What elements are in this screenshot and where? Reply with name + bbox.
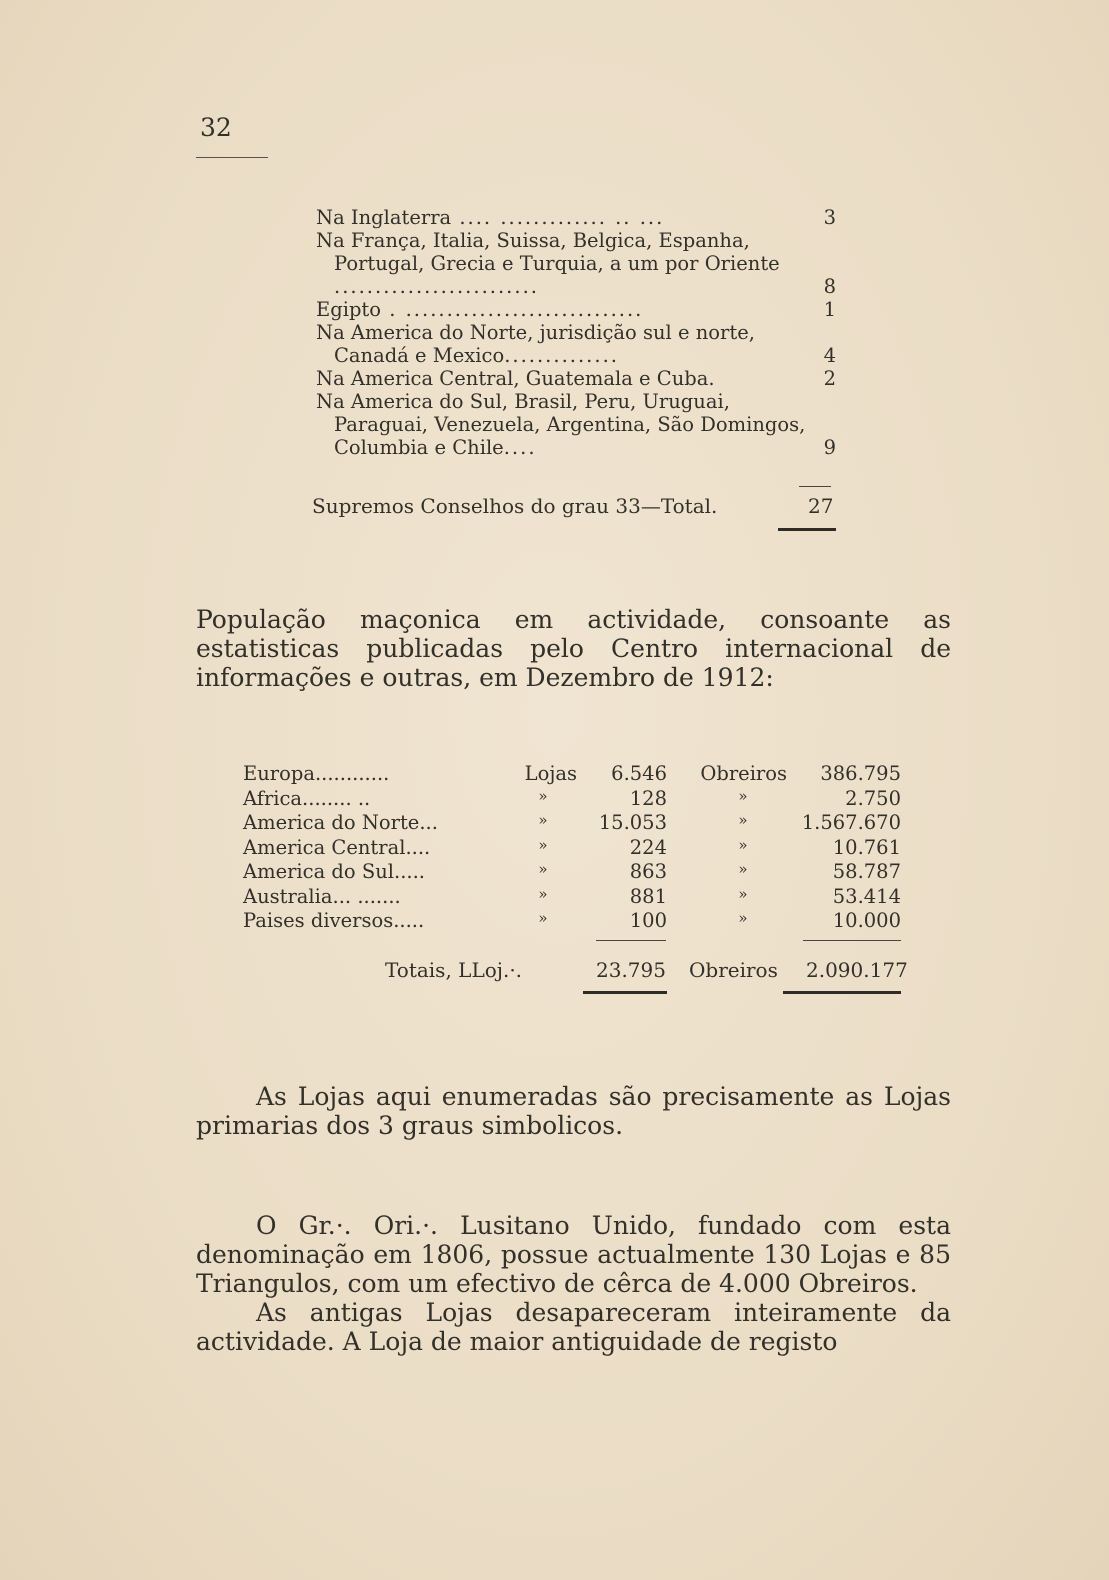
page-number-rule bbox=[196, 157, 268, 158]
lojas-sum-rule bbox=[596, 940, 666, 941]
table-total-obreiros: 2.090.177 bbox=[806, 958, 908, 982]
obreiros-total-rule bbox=[783, 991, 901, 994]
total-double-rule bbox=[778, 528, 836, 531]
list-item: Na America do Sul, Brasil, Peru, Uruguai, Paraguai, Venezuela, Argentina, São Domingos, Columbia e Chile.... 9 bbox=[316, 390, 836, 459]
page-number: 32 bbox=[200, 113, 232, 142]
lojas-total-rule bbox=[583, 991, 667, 994]
table-total-lojas: 23.795 bbox=[596, 958, 666, 982]
sum-rule bbox=[799, 486, 831, 487]
councils-total-value: 27 bbox=[808, 494, 834, 518]
obreiros-sum-rule bbox=[803, 940, 901, 941]
supreme-councils-list bbox=[316, 206, 844, 459]
paragraph-intro: População maçonica em actividade, consoante as estatisticas publicadas pelo Centro internacional de informações e outras, em Dezembro de 1912: bbox=[196, 605, 951, 692]
list-item: Egipto . ............................. 1 bbox=[316, 298, 836, 321]
book-page: 32 Na Inglaterra .... ............. .. ... 3 Na França, Italia, Suissa, Belgica, Espanha, Portugal, Grecia e Turquia, a um por Oriente ......................... 8 Egipto . ............................. 1 Na America do Norte, jurisdição sul e norte, Canadá e Mexico.............. 4 Na America Central, Guatemala e Cuba. 2 Na America do Sul, Brasil, Peru, Uruguai, Paraguai, Venezuela, Argentina, São Domingos, Columbia e Chile.... 9 Supremos Conselhos do grau 33—Total. 27 População maçonica em actividade, consoante as estatisticas publicadas pelo Centro internacional de informações e outras, em Dezembro de 1912: Europa............ Lojas 6.546 Obreiros 386.795 Africa........ .. » 128 » 2.750 America do Norte... » 15.053 » 1.567.670 America Central.... » 224 » 10.761 America do Sul..... » 863 » 58.787 Australia... ....... » 881 » 53.414 Paises diversos..... » 100 » 10.000 Totais, LLoj.·. 23.795 Obreiros 2.090.177 As Lojas aqui enumeradas são precisamente as Lojas primarias dos 3 graus simbolicos. O Gr.·. Ori.·. Lusitano Unido, fundado com esta denominação em 1806, possue actualmente 130 Lojas e 85 Triangulos, com um efectivo de cêrca de 4.000 Obreiros. As antigas Lojas desapareceram inteiramente da actividade. A Loja de maior antiguidade de registo bbox=[0, 0, 1109, 1580]
list-item: Na America do Norte, jurisdição sul e norte, Canadá e Mexico.............. 4 bbox=[316, 321, 836, 367]
councils-total-label: Supremos Conselhos do grau 33—Total. bbox=[312, 494, 718, 518]
list-item: Na America Central, Guatemala e Cuba. 2 bbox=[316, 367, 836, 390]
paragraph-lusitano: O Gr.·. Ori.·. Lusitano Unido, fundado com esta denominação em 1806, possue actualmente 130 Lojas e 85 Triangulos, com um efectivo de cêrca de 4.000 Obreiros. As antigas Lojas desapareceram inteiramente da actividade. A Loja de maior antiguidade de registo bbox=[196, 1211, 951, 1356]
table-total-label: Totais, LLoj.·. bbox=[385, 958, 523, 982]
list-item: Na Inglaterra .... ............. .. ... 3 bbox=[316, 206, 836, 229]
table-total-obreiros-label: Obreiros bbox=[689, 958, 778, 982]
list-item: Na França, Italia, Suissa, Belgica, Espanha, Portugal, Grecia e Turquia, a um por Oriente ......................... 8 bbox=[316, 229, 836, 298]
paragraph-lojas-note: As Lojas aqui enumeradas são precisamente as Lojas primarias dos 3 graus simbolicos. bbox=[196, 1082, 951, 1140]
